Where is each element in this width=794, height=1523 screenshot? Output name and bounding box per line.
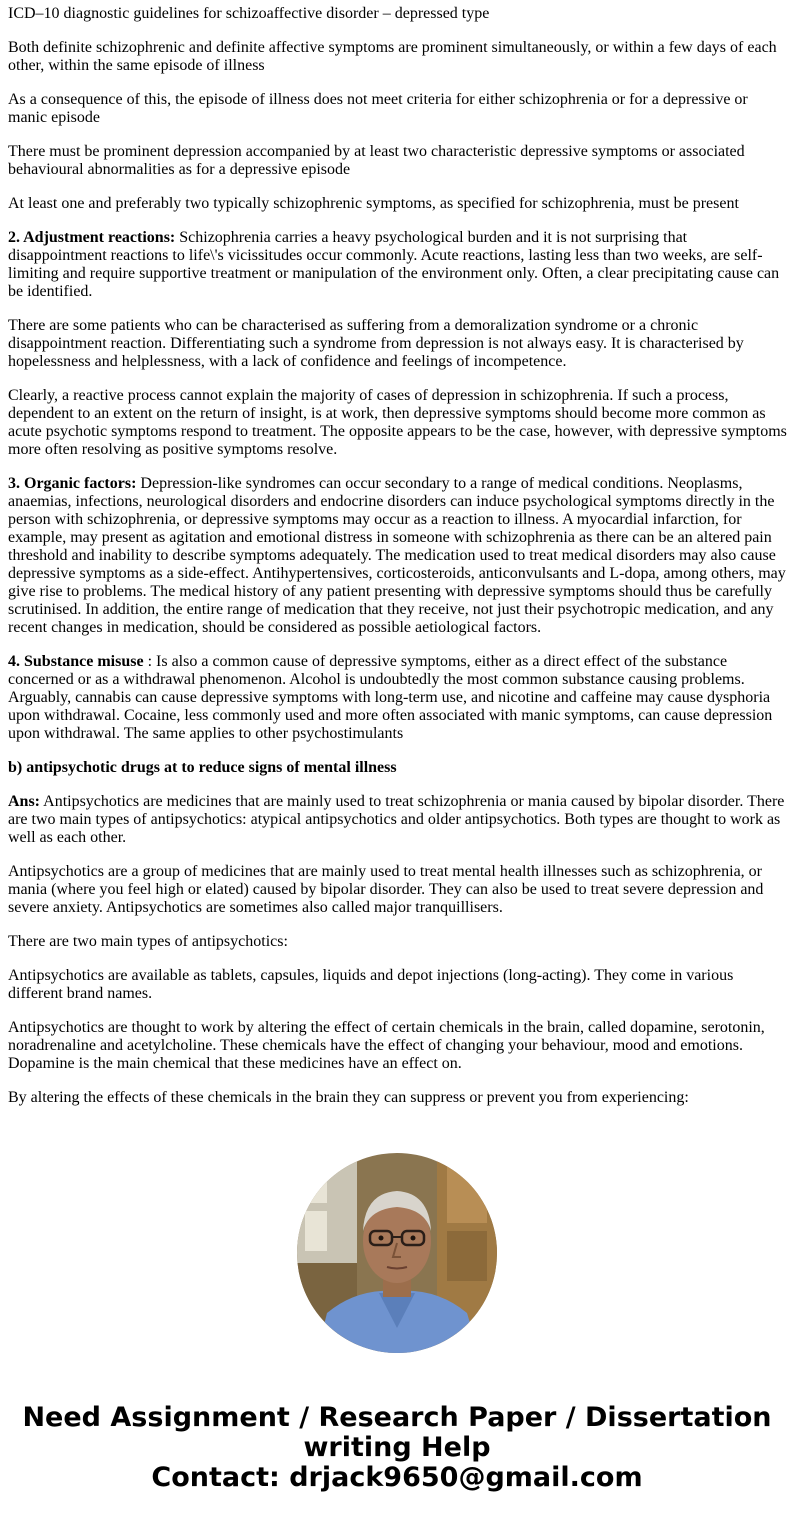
person-portrait-icon: [297, 1153, 497, 1353]
antipsychotics-paragraph-5: By altering the effects of these chemicals in the brain they can suppress or prevent you from experiencing:: [8, 1089, 689, 1106]
criterion-4: At least one and preferably two typically schizophrenic symptoms, as specified for schizophrenia, must be present: [8, 195, 739, 212]
antipsychotics-paragraph-1: Antipsychotics are a group of medicines that are mainly used to treat mental health illnesses such as schizophrenia, or mania (where you feel high or elated) caused by bipolar disorder. They can also be used to treat severe depression and severe anxiety. Antipsychotics are sometimes also called major tranquillisers.: [8, 863, 764, 916]
adjustment-heading: 2. Adjustment reactions:: [8, 229, 176, 246]
question-paragraph: [8, 759, 788, 777]
reactive-paragraph: Clearly, a reactive process cannot explain the majority of cases of depression in schizophrenia. If such a process, dependent to an extent on the return of insight, is at work, then depressive symptoms should become more common as acute psychotic symptoms respond to treatment. The opposite appears to be the case, however, with depressive symptoms more often resolving as positive symptoms resolve.: [8, 387, 787, 458]
substance-paragraph: [8, 653, 788, 743]
criterion-3: There must be prominent depression accompanied by at least two characteristic depressive symptoms or associated behavioural abnormalities as for a depressive episode: [8, 143, 745, 178]
answer-label: Ans:: [8, 793, 41, 810]
antipsychotics-paragraph-3: Antipsychotics are available as tablets, capsules, liquids and depot injections (long-acting). They come in various different brand names.: [8, 967, 734, 1002]
banner-headline: Need Assignment / Research Paper / Dissertation writing Help: [22, 1402, 772, 1463]
section-title: ICD–10 diagnostic guidelines for schizoaffective disorder – depressed type: [8, 5, 490, 22]
adjustment-paragraph: [8, 229, 788, 301]
criterion-1: Both definite schizophrenic and definite affective symptoms are prominent simultaneously, or within a few days of each other, within the same episode of illness: [8, 39, 777, 74]
contact-banner: [0, 1403, 794, 1493]
avatar: [297, 1153, 497, 1353]
organic-text: Depression-like syndromes can occur secondary to a range of medical conditions. Neoplasms, anaemias, infections, neurological disorders and endocrine disorders can induce psychological symptoms directly in the person with schizophrenia, or depressive symptoms may occur as a reaction to illness. A myocardial infarction, for example, may present as agitation and emotional distress in someone with schizophrenia as there can be an altered pain threshold and inability to describe symptoms adequately. The medication used to treat medical disorders may also cause depressive symptoms as a side-effect. Antihypertensives, corticosteroids, anticonvulsants and L-dopa, among others, may give rise to problems. The medical history of any patient presenting with depressive symptoms should thus be carefully scrutinised. In addition, the entire range of medication that they receive, not just their psychotropic medication, and any recent changes in medication, should be considered as possible aetiological factors.: [8, 475, 786, 636]
adjustment-text: Schizophrenia carries a heavy psychological burden and it is not surprising that disappointment reactions to life\'s vicissitudes occur commonly. Acute reactions, lasting less than two weeks, are self-limiting and require supportive treatment or manipulation of the environment only. Often, a clear precipitating cause can be identified.: [8, 229, 780, 300]
answer-text: Antipsychotics are medicines that are mainly used to treat schizophrenia or mania caused by bipolar disorder. There are two main types of antipsychotics: atypical antipsychotics and older antipsychotics. Both types are thought to work as well as each other.: [8, 793, 785, 846]
antipsychotics-paragraph-2: There are two main types of antipsychotics:: [8, 933, 288, 950]
substance-text: : Is also a common cause of depressive symptoms, either as a direct effect of the substance concerned or as a withdrawal phenomenon. Alcohol is undoubtedly the most common substance causing problems. Arguably, cannabis can cause depressive symptoms with long-term use, and nicotine and caffeine may cause dysphoria upon withdrawal. Cocaine, less commonly used and more often associated with manic symptoms, can cause depression upon withdrawal. The same applies to other psychostimulants: [8, 653, 773, 742]
answer-paragraph: [8, 793, 788, 847]
substance-heading: 4. Substance misuse: [8, 653, 144, 670]
question-text: b) antipsychotic drugs at to reduce signs of mental illness: [8, 759, 397, 776]
antipsychotics-paragraph-4: Antipsychotics are thought to work by altering the effect of certain chemicals in the brain, called dopamine, serotonin, noradrenaline and acetylcholine. These chemicals have the effect of changing your behaviour, mood and emotions. Dopamine is the main chemical that these medicines have an effect on.: [8, 1019, 765, 1072]
organic-paragraph: [8, 475, 788, 637]
organic-heading: 3. Organic factors:: [8, 475, 137, 492]
document-body: [8, 5, 788, 1123]
criterion-2: As a consequence of this, the episode of illness does not meet criteria for either schizophrenia or for a depressive or manic episode: [8, 91, 748, 126]
banner-contact[interactable]: Contact: drjack9650@gmail.com: [151, 1462, 643, 1493]
demoralization-paragraph: There are some patients who can be characterised as suffering from a demoralization syndrome or a chronic disappointment reaction. Differentiating such a syndrome from depression is not always easy. It is characterised by hopelessness and helplessness, with a lack of confidence and feelings of incompetence.: [8, 317, 744, 370]
